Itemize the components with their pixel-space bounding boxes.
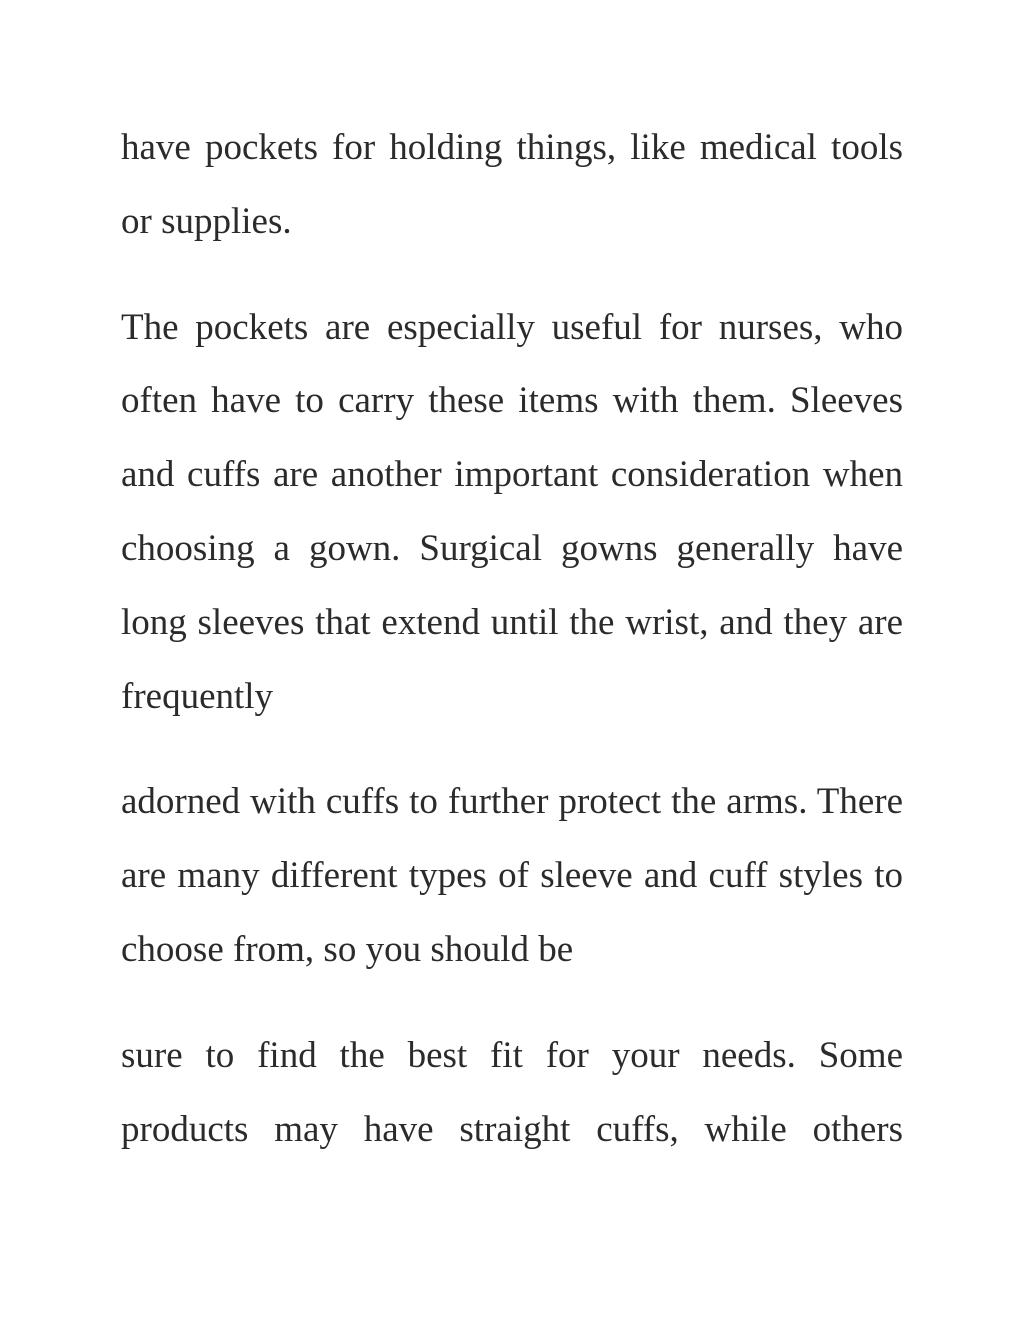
paragraph-1: have pockets for holding things, like medical tools or supplies. (121, 127, 903, 242)
paragraph-3: adorned with cuffs to further protect the arms. There are many different types of sleeve and cuff styles to choose from, so you should be (121, 781, 903, 970)
paragraph-2: The pockets are especially useful for nurses, who often have to carry these items with them. Sleeves and cuffs are another important consideration when choosing a gown. Surgical gowns generally have long sleeves that extend until the wrist, and they are frequently (121, 306, 903, 717)
paragraph-4: sure to find the best fit for your needs. Some products may have straight cuffs, while others (121, 1034, 903, 1150)
body-text (121, 111, 903, 1198)
